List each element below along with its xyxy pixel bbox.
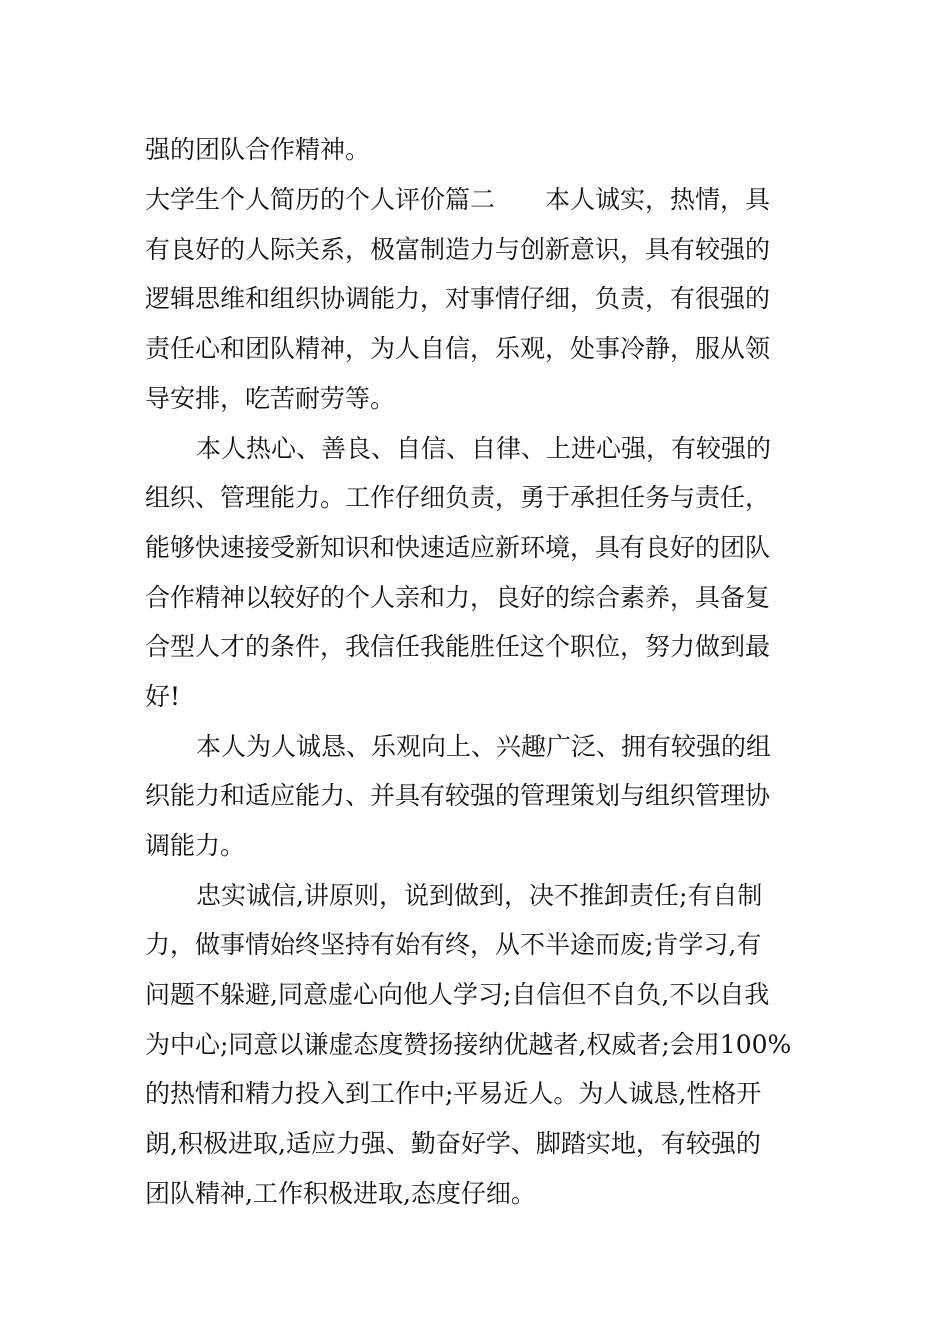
text-line: 力，做事情始终坚持有始有终，从不半途而废;肯学习,有	[145, 930, 762, 959]
text-line: 能够快速接受新知识和快速适应新环境，具有良好的团队	[145, 533, 771, 562]
text-line: 问题不躲避,同意虚心向他人学习;自信但不自负,不以自我	[145, 980, 770, 1009]
paragraph-first-line: 忠实诚信,讲原则，说到做到，决不推卸责任;有自制	[196, 881, 763, 910]
text-line: 调能力。	[145, 831, 246, 860]
text-line: 为中心;同意以谦虚态度赞扬接纳优越者,权威者;会用100%	[145, 1030, 792, 1059]
section-heading-line: 大学生个人简历的个人评价篇二 本人诚实，热情，具	[145, 185, 771, 214]
text-line: 导安排，吃苦耐劳等。	[145, 384, 396, 413]
text-line: 逻辑思维和组织协调能力，对事情仔细，负责，有很强的	[145, 284, 771, 313]
text-line: 团队精神,工作积极进取,态度仔细。	[145, 1179, 536, 1208]
text-line: 合作精神以较好的个人亲和力，良好的综合素养，具备复	[145, 583, 771, 612]
text-line: 责任心和团队精神，为人自信，乐观，处事冷静，服从领	[145, 334, 771, 363]
text-line: 的热情和精力投入到工作中;平易近人。为人诚恳,性格开	[145, 1079, 762, 1108]
text-line: 强的团队合作精神。	[145, 135, 371, 164]
paragraph-first-line: 本人热心、善良、自信、自律、上进心强，有较强的	[196, 434, 772, 463]
text-line: 合型人才的条件，我信任我能胜任这个职位，努力做到最	[145, 632, 771, 661]
text-line: 好!	[145, 682, 181, 711]
paragraph-first-line: 本人为人诚恳、乐观向上、兴趣广泛、拥有较强的组	[196, 732, 772, 761]
text-line: 有良好的人际关系，极富制造力与创新意识，具有较强的	[145, 235, 771, 264]
text-line: 朗,积极进取,适应力强、勤奋好学、脚踏实地，有较强的	[145, 1129, 761, 1158]
text-line: 组织、管理能力。工作仔细负责，勇于承担任务与责任，	[145, 483, 771, 512]
text-line: 织能力和适应能力、并具有较强的管理策划与组织管理协	[145, 781, 771, 810]
